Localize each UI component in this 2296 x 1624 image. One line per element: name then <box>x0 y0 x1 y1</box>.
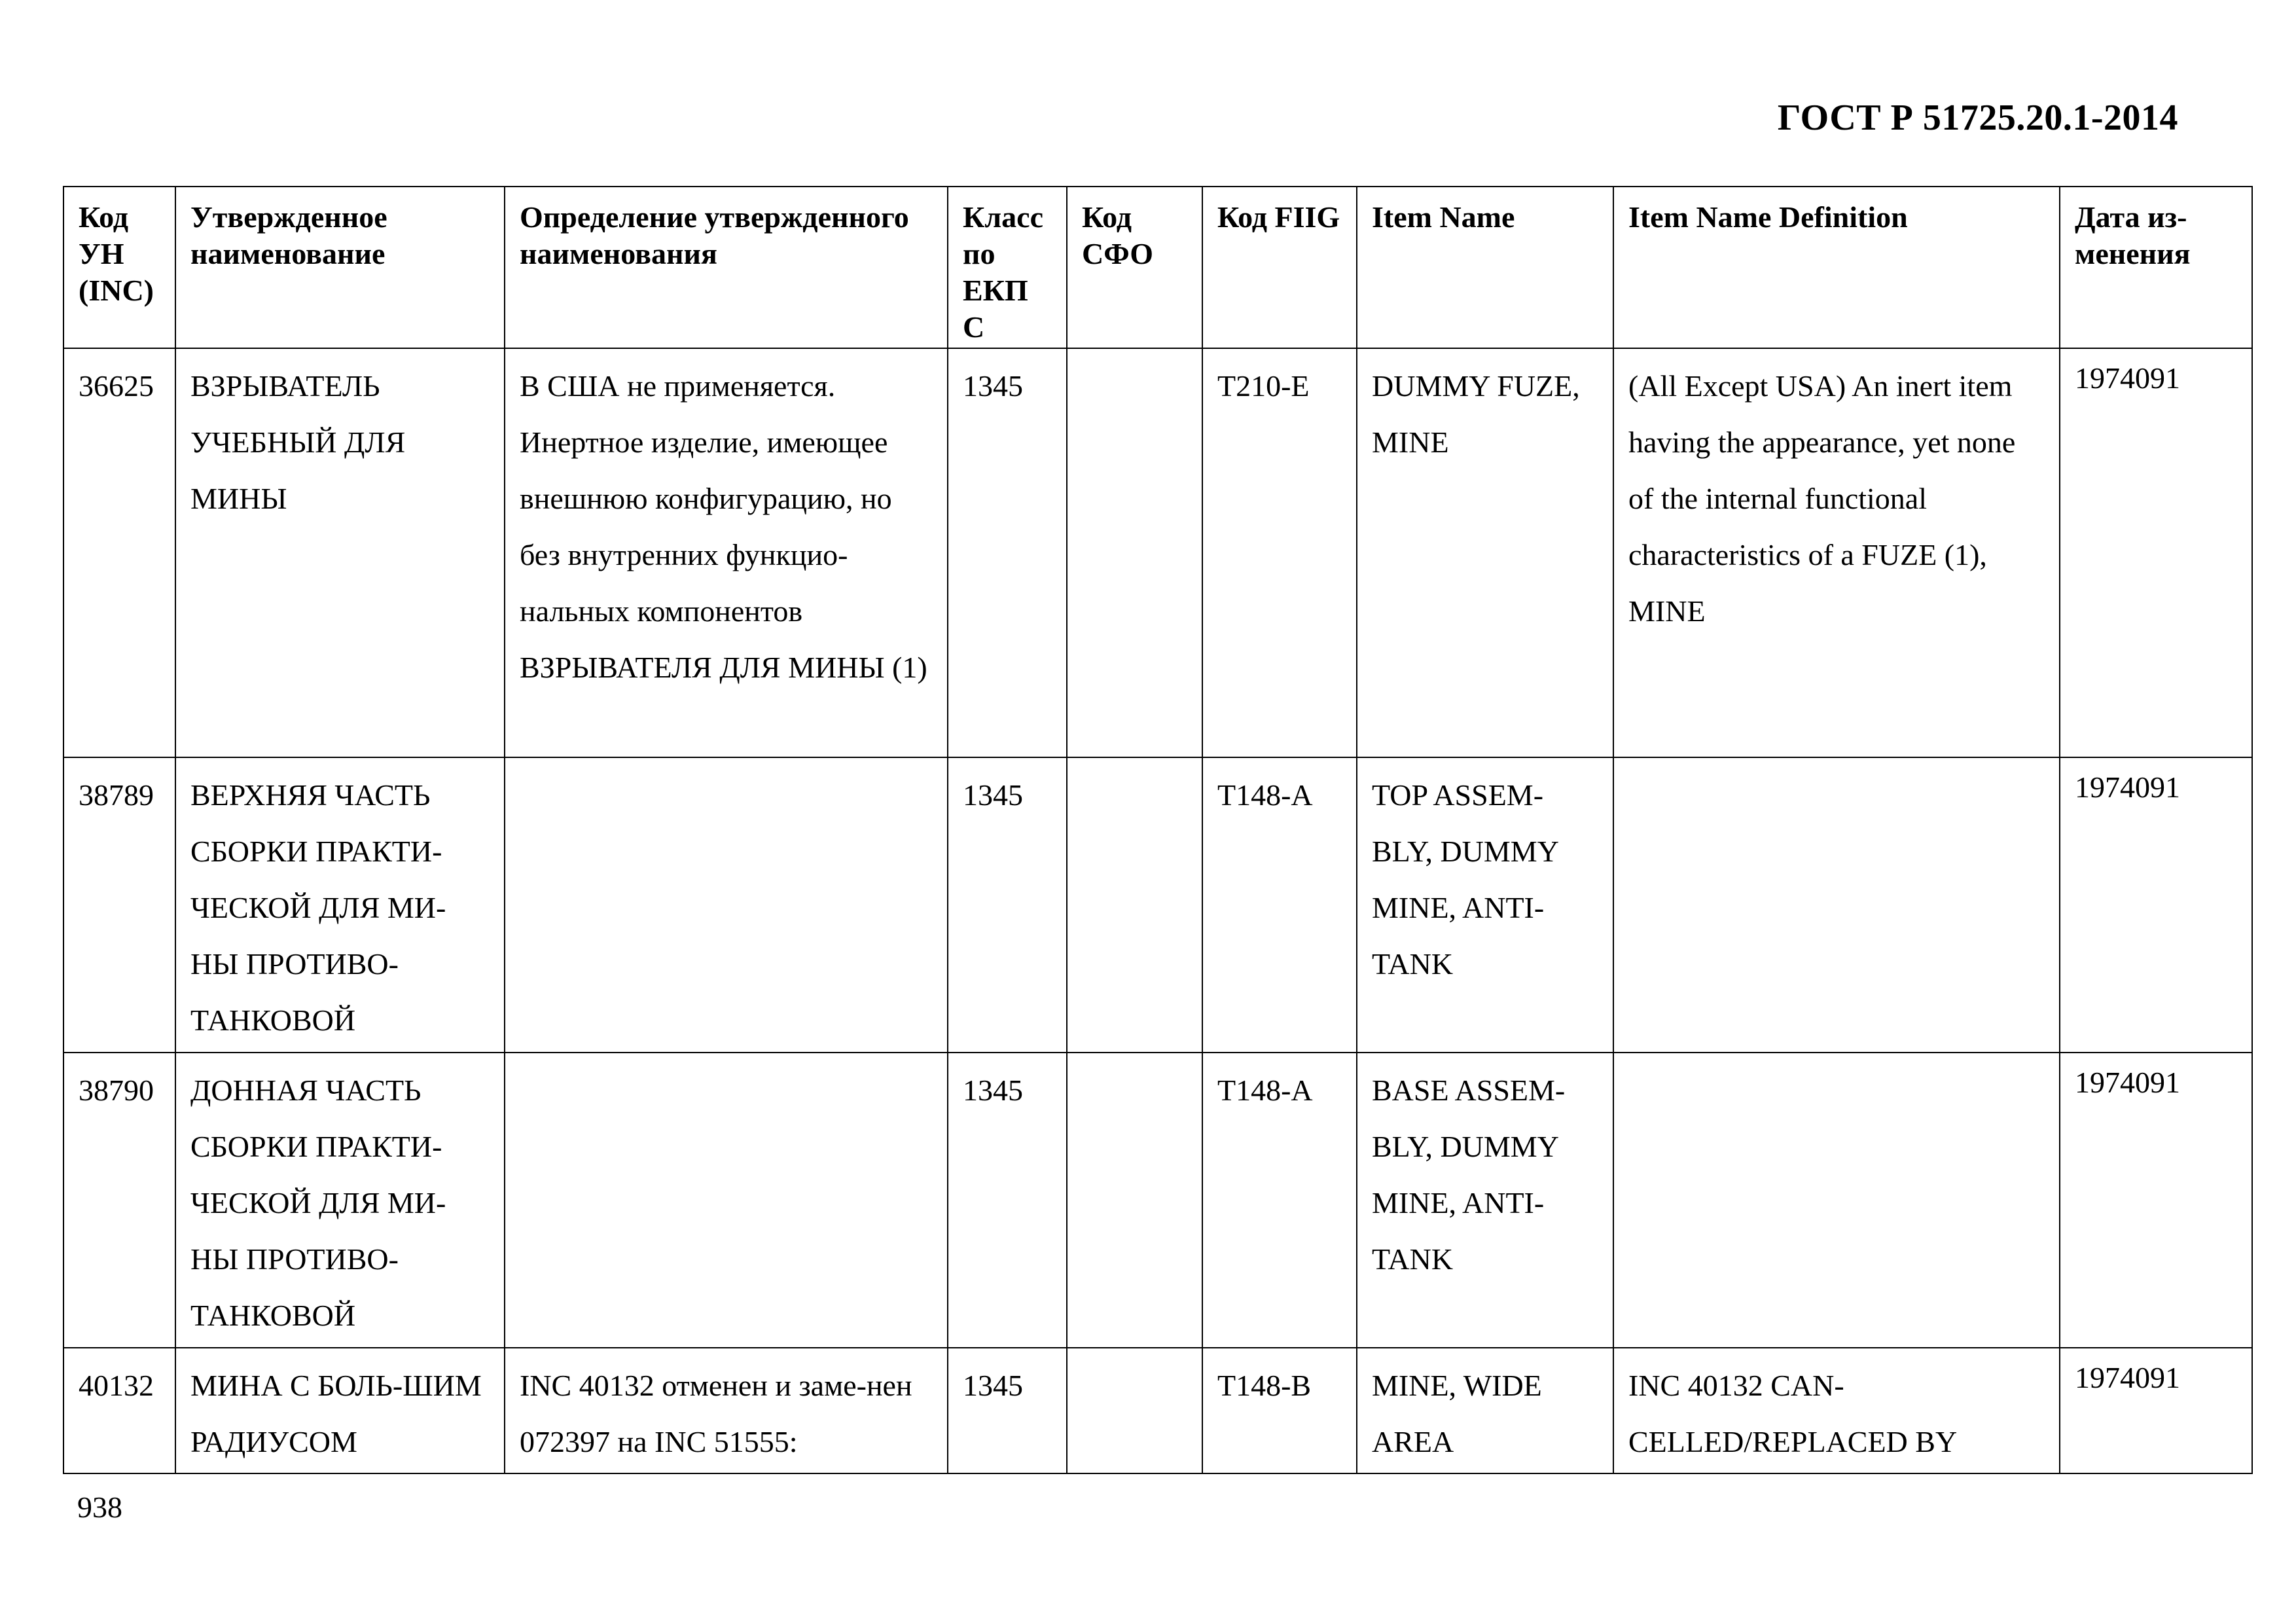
cell-item-name: MINE, WIDE AREA <box>1357 1348 1613 1473</box>
table-row <box>63 1348 2252 1473</box>
cell-date: 1974091 <box>2060 1348 2252 1473</box>
col-item-name-header: Item Name <box>1357 187 1613 348</box>
table-row <box>63 1053 2252 1348</box>
cell-date: 1974091 <box>2060 757 2252 1053</box>
document-code: ГОСТ Р 51725.20.1-2014 <box>1777 98 2178 138</box>
col-class-header: Класс по ЕКП С <box>948 187 1067 348</box>
cell-inc: 40132 <box>63 1348 175 1473</box>
cell-sfo <box>1067 348 1202 757</box>
col-date-header: Дата из-менения <box>2060 187 2252 348</box>
cell-name-ru: ВЕРХНЯЯ ЧАСТЬ СБОРКИ ПРАКТИ-ЧЕСКОЙ ДЛЯ МИ-НЫ ПРОТИВО-ТАНКОВОЙ <box>175 757 505 1053</box>
cell-fiig: T148-A <box>1202 1053 1357 1348</box>
cell-item-name: TOP ASSEM-BLY, DUMMY MINE, ANTI-TANK <box>1357 757 1613 1053</box>
cell-item-def: INC 40132 CAN-CELLED/REPLACED BY <box>1613 1348 2060 1473</box>
cell-class: 1345 <box>948 1053 1067 1348</box>
col-def-ru-header: Определение утвержденного наименования <box>505 187 948 348</box>
cell-fiig: T210-E <box>1202 348 1357 757</box>
cell-def-ru <box>505 757 948 1053</box>
cell-item-name: DUMMY FUZE, MINE <box>1357 348 1613 757</box>
cell-class: 1345 <box>948 757 1067 1053</box>
cell-inc: 36625 <box>63 348 175 757</box>
col-inc-header: Код УН (INC) <box>63 187 175 348</box>
cell-fiig: T148-B <box>1202 1348 1357 1473</box>
cell-class: 1345 <box>948 348 1067 757</box>
cell-sfo <box>1067 757 1202 1053</box>
col-fiig-header: Код FIIG <box>1202 187 1357 348</box>
cell-def-ru: INC 40132 отменен и заме-нен 072397 на INC 51555: <box>505 1348 948 1473</box>
cell-fiig: T148-A <box>1202 757 1357 1053</box>
cell-date: 1974091 <box>2060 348 2252 757</box>
cell-inc: 38790 <box>63 1053 175 1348</box>
cell-item-def <box>1613 757 2060 1053</box>
table-row <box>63 757 2252 1053</box>
table-row <box>63 348 2252 757</box>
cell-sfo <box>1067 1053 1202 1348</box>
cell-def-ru <box>505 1053 948 1348</box>
col-name-ru-header: Утвержденное наименование <box>175 187 505 348</box>
header-row <box>63 187 2252 348</box>
cell-class: 1345 <box>948 1348 1067 1473</box>
cell-item-def <box>1613 1053 2060 1348</box>
cell-name-ru: ДОННАЯ ЧАСТЬ СБОРКИ ПРАКТИ-ЧЕСКОЙ ДЛЯ МИ-НЫ ПРОТИВО-ТАНКОВОЙ <box>175 1053 505 1348</box>
cell-date: 1974091 <box>2060 1053 2252 1348</box>
cell-item-def: (All Except USA) An inert item having the appearance, yet none of the internal functional characteristics of a FUZE (1), MINE <box>1613 348 2060 757</box>
page-number: 938 <box>77 1490 122 1524</box>
cell-name-ru: МИНА С БОЛЬ-ШИМ РАДИУСОМ <box>175 1348 505 1473</box>
cell-inc: 38789 <box>63 757 175 1053</box>
cell-item-name: BASE ASSEM-BLY, DUMMY MINE, ANTI-TANK <box>1357 1053 1613 1348</box>
cell-sfo <box>1067 1348 1202 1473</box>
col-sfo-header: Код СФО <box>1067 187 1202 348</box>
cell-def-ru: В США не применяется. Инертное изделие, имеющее внешнюю конфигурацию, но без внутренних функцио-нальных компонентов ВЗРЫВАТЕЛЯ ДЛЯ МИНЫ (1) <box>505 348 948 757</box>
item-names-table <box>63 186 2253 1474</box>
cell-name-ru: ВЗРЫВАТЕЛЬ УЧЕБНЫЙ ДЛЯ МИНЫ <box>175 348 505 757</box>
col-item-def-header: Item Name Definition <box>1613 187 2060 348</box>
